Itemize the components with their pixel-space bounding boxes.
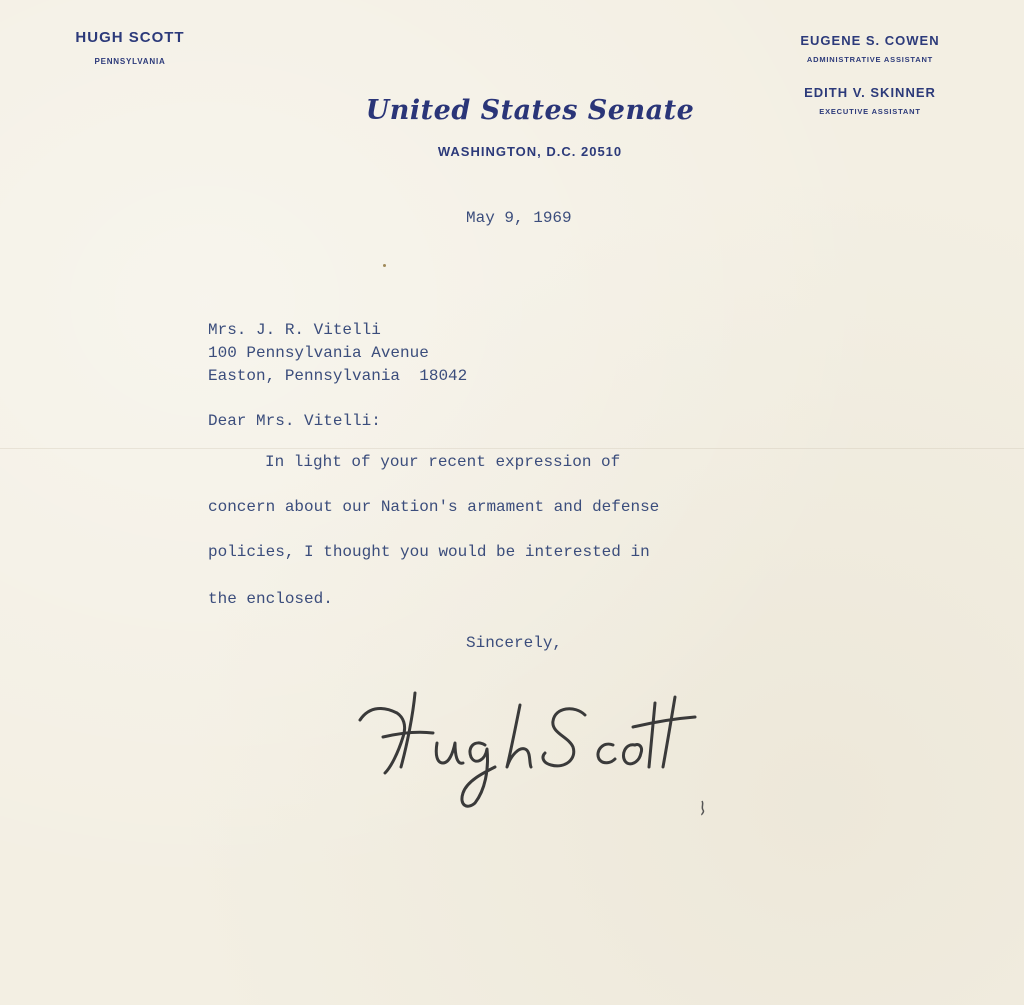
body-line-3: policies, I thought you would be interested in xyxy=(208,543,650,561)
senate-seal-text: United States Senate xyxy=(365,95,695,126)
body-line-2: concern about our Nation's armament and defense xyxy=(208,498,660,516)
recipient-name: Mrs. J. R. Vitelli xyxy=(208,321,381,339)
paper-spot xyxy=(383,264,386,267)
senator-name: HUGH SCOTT xyxy=(75,29,185,46)
staff-name-executive: EDITH V. SKINNER xyxy=(804,85,936,100)
staff-title-administrative: ADMINISTRATIVE ASSISTANT xyxy=(806,55,934,64)
closing: Sincerely, xyxy=(466,634,563,652)
body-line-4: the enclosed. xyxy=(208,590,333,608)
letter-date: May 9, 1969 xyxy=(466,209,572,227)
salutation: Dear Mrs. Vitelli: xyxy=(208,412,381,430)
letterhead-city: WASHINGTON, D.C. 20510 xyxy=(437,144,623,159)
recipient-street: 100 Pennsylvania Avenue xyxy=(208,344,429,362)
signature xyxy=(355,675,700,810)
body-line-1: In light of your recent expression of xyxy=(265,453,621,471)
paper-fold-line xyxy=(0,448,1024,449)
staff-title-executive: EXECUTIVE ASSISTANT xyxy=(819,107,921,116)
staff-name-administrative: EUGENE S. COWEN xyxy=(800,33,940,48)
senator-state: PENNSYLVANIA xyxy=(94,57,166,66)
ink-smudge xyxy=(699,800,706,816)
recipient-city: Easton, Pennsylvania 18042 xyxy=(208,367,468,385)
